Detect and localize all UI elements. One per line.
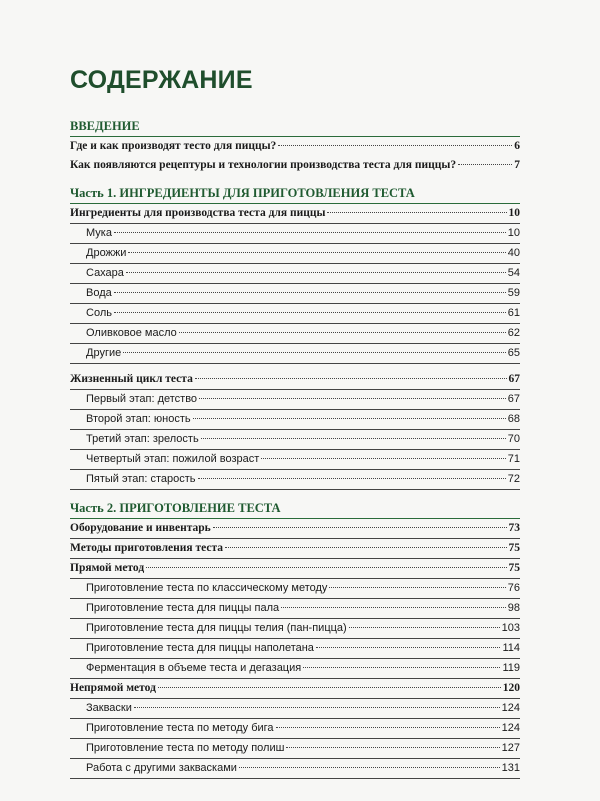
toc-entry[interactable]: [70, 371, 520, 389]
toc-entry[interactable]: [70, 560, 520, 578]
leader-dots: [458, 164, 512, 165]
entry-label: Ферментация в объеме теста и дегазация: [86, 662, 302, 674]
entry-label: Приготовление теста по классическому методу: [86, 582, 328, 594]
leader-dots: [213, 527, 507, 528]
leader-dots: [195, 378, 507, 379]
section-rule: [70, 518, 520, 519]
section-rule: [70, 136, 520, 137]
entry-label: Как появляются рецептуры и технологии производства теста для пиццы?: [70, 159, 457, 171]
entry-label: Сахара: [86, 267, 124, 279]
toc-subentry[interactable]: [70, 345, 520, 363]
toc-subentry[interactable]: [70, 305, 520, 323]
entry-page: 65: [507, 347, 520, 359]
leader-dots: [179, 332, 506, 333]
toc-subentry[interactable]: [70, 760, 520, 778]
entry-label: Четвертый этап: пожилой возраст: [86, 453, 260, 465]
leader-dots: [114, 232, 506, 233]
entry-rule: [70, 618, 520, 619]
toc-subentry[interactable]: [70, 600, 520, 618]
entry-rule: [70, 718, 520, 719]
table-of-contents: [70, 118, 520, 779]
entry-label: Методы приготовления теста: [70, 542, 224, 554]
entry-page: 73: [508, 522, 520, 534]
entry-page: 67: [508, 373, 520, 385]
entry-page: 62: [507, 327, 520, 339]
toc-entry[interactable]: [70, 157, 520, 175]
entry-rule: [70, 678, 520, 679]
entry-label: Приготовление теста для пиццы пала: [86, 602, 280, 614]
entry-page: 103: [501, 622, 520, 634]
entry-page: 75: [508, 562, 520, 574]
entry-page: 68: [507, 413, 520, 425]
toc-subentry[interactable]: [70, 660, 520, 678]
leader-dots: [303, 667, 500, 668]
entry-page: 10: [507, 227, 520, 239]
entry-page: 131: [501, 762, 520, 774]
entry-rule: [70, 758, 520, 759]
leader-dots: [316, 647, 501, 648]
leader-dots: [239, 767, 500, 768]
entry-page: 54: [507, 267, 520, 279]
entry-page: 6: [514, 140, 520, 152]
entry-label: Приготовление теста по методу бига: [86, 722, 274, 734]
entry-label: Вода: [86, 287, 112, 299]
entry-page: 120: [502, 682, 520, 694]
leader-dots: [276, 727, 500, 728]
entry-page: 10: [508, 207, 520, 219]
leader-dots: [134, 707, 500, 708]
toc-subentry[interactable]: [70, 265, 520, 283]
entry-label: Третий этап: зрелость: [86, 433, 199, 445]
entry-rule: [70, 303, 520, 304]
entry-label: Закваски: [86, 702, 132, 714]
toc-subentry[interactable]: [70, 245, 520, 263]
toc-subentry[interactable]: [70, 640, 520, 658]
entry-label: Прямой метод: [70, 562, 145, 574]
leader-dots: [201, 438, 506, 439]
toc-subentry[interactable]: [70, 720, 520, 738]
leader-dots: [158, 687, 501, 688]
entry-label: Приготовление теста для пиццы наполетана: [86, 642, 314, 654]
toc-subentry[interactable]: [70, 700, 520, 718]
entry-label: Приготовление теста для пиццы телия (пан-пицца): [86, 622, 347, 634]
leader-dots: [327, 212, 506, 213]
entry-rule: [70, 429, 520, 430]
leader-dots: [114, 292, 506, 293]
entry-label: Второй этап: юность: [86, 413, 191, 425]
entry-rule: [70, 343, 520, 344]
entry-label: Где и как производят тесто для пиццы?: [70, 140, 277, 152]
entry-page: 71: [507, 453, 520, 465]
leader-dots: [286, 747, 499, 748]
entry-page: 72: [507, 473, 520, 485]
entry-page: 40: [507, 247, 520, 259]
entry-label: Пятый этап: старость: [86, 473, 196, 485]
toc-subentry[interactable]: [70, 431, 520, 449]
toc-entry[interactable]: [70, 138, 520, 156]
toc-subentry[interactable]: [70, 411, 520, 429]
entry-rule: [70, 243, 520, 244]
entry-label: Жизненный цикл теста: [70, 373, 193, 385]
entry-rule: [70, 449, 520, 450]
entry-rule: [70, 538, 520, 539]
entry-page: 119: [502, 662, 520, 674]
leader-dots: [225, 547, 506, 548]
leader-dots: [261, 458, 505, 459]
entry-rule: [70, 409, 520, 410]
toc-entry[interactable]: [70, 680, 520, 698]
entry-rule: [70, 323, 520, 324]
toc-subentry[interactable]: [70, 620, 520, 638]
section-rule: [70, 203, 520, 204]
entry-label: Другие: [86, 347, 122, 359]
entry-rule: [70, 638, 520, 639]
part2-heading: Часть 2. ПРИГОТОВЛЕНИЕ ТЕСТА: [70, 501, 281, 515]
entry-rule: [70, 283, 520, 284]
entry-page: 127: [501, 742, 520, 754]
entry-label: Дрожжи: [86, 247, 127, 259]
entry-rule: [70, 389, 520, 390]
leader-dots: [199, 398, 506, 399]
entry-page: 124: [501, 702, 520, 714]
entry-page: 67: [507, 393, 520, 405]
toc-subentry[interactable]: [70, 225, 520, 243]
toc-entry[interactable]: [70, 205, 520, 223]
entry-label: Приготовление теста по методу полиш: [86, 742, 285, 754]
leader-dots: [126, 272, 506, 273]
part1-entries: [70, 205, 520, 490]
entry-page: 70: [507, 433, 520, 445]
entry-page: 114: [502, 642, 520, 654]
entry-label: Непрямой метод: [70, 682, 156, 694]
entry-rule: [70, 223, 520, 224]
entry-page: 98: [507, 602, 520, 614]
intro-heading: ВВЕДЕНИЕ: [70, 119, 140, 133]
entry-label: Первый этап: детство: [86, 393, 198, 405]
toc-entry[interactable]: [70, 520, 520, 538]
toc-subentry[interactable]: [70, 391, 520, 409]
toc-entry[interactable]: [70, 540, 520, 558]
leader-dots: [278, 145, 512, 146]
page-title: СОДЕРЖАНИЕ: [70, 66, 253, 94]
part1-heading: Часть 1. ИНГРЕДИЕНТЫ ДЛЯ ПРИГОТОВЛЕНИЯ ТЕСТА: [70, 186, 415, 200]
entry-rule: [70, 698, 520, 699]
entry-label: Оливковое масло: [86, 327, 177, 339]
entry-rule: [70, 778, 520, 779]
toc-subentry[interactable]: [70, 740, 520, 758]
entry-label: Мука: [86, 227, 112, 239]
leader-dots: [193, 418, 506, 419]
entry-label: Оборудование и инвентарь: [70, 522, 211, 534]
leader-dots: [146, 567, 506, 568]
leader-dots: [114, 312, 506, 313]
entry-page: 59: [507, 287, 520, 299]
entry-label: Работа с другими заквасками: [86, 762, 237, 774]
leader-dots: [329, 587, 505, 588]
toc-subentry[interactable]: [70, 285, 520, 303]
entry-rule: [70, 578, 520, 579]
entry-page: 76: [507, 582, 520, 594]
entry-label: Соль: [86, 307, 112, 319]
entry-rule: [70, 658, 520, 659]
entry-page: 61: [507, 307, 520, 319]
leader-dots: [349, 627, 500, 628]
toc-subentry[interactable]: [70, 580, 520, 598]
toc-subentry[interactable]: [70, 325, 520, 343]
entry-page: 75: [508, 542, 520, 554]
entry-page: 7: [514, 159, 520, 171]
leader-dots: [281, 607, 506, 608]
part2-entries: [70, 560, 520, 779]
entry-rule: [70, 558, 520, 559]
leader-dots: [198, 478, 506, 479]
entry-page: 124: [501, 722, 520, 734]
entry-rule: [70, 738, 520, 739]
leader-dots: [128, 252, 505, 253]
entry-rule: [70, 598, 520, 599]
toc-subentry[interactable]: [70, 451, 520, 469]
leader-dots: [123, 352, 506, 353]
toc-subentry[interactable]: [70, 471, 520, 489]
entry-label: Ингредиенты для производства теста для пиццы: [70, 207, 326, 219]
entry-rule: [70, 469, 520, 470]
entry-rule: [70, 263, 520, 264]
